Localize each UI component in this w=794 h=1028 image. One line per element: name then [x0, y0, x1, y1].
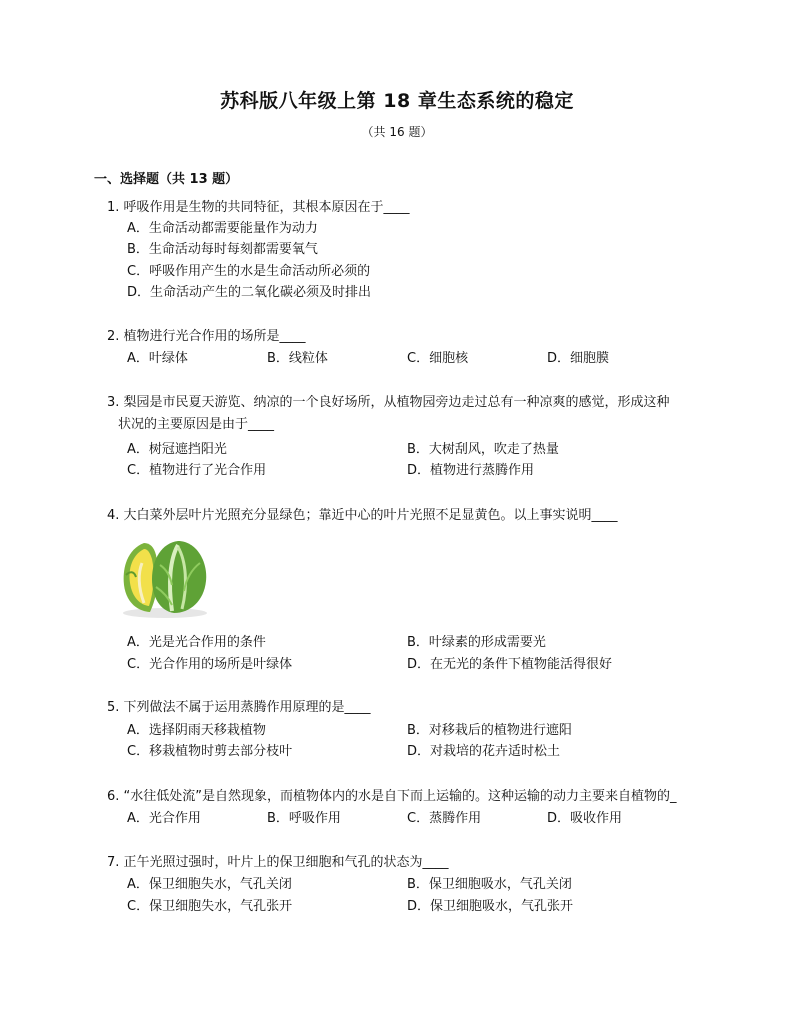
question-1-option-d: D．生命活动产生的二氧化碳必须及时排出	[127, 285, 372, 300]
question-6-option-a: A．光合作用	[127, 811, 201, 826]
green-cabbage	[152, 541, 206, 613]
question-6-option-c: C．蒸腾作用	[407, 811, 482, 826]
question-6-option-b: B．呼吸作用	[267, 811, 341, 826]
question-2-option-c: C．细胞核	[407, 351, 469, 366]
question-1-option-a: A．生命活动都需要能量作为动力	[127, 221, 318, 236]
question-4-option-d: D．在无光的条件下植物能活得很好	[407, 657, 613, 672]
question-7-stem: 7. 正午光照过强时，叶片上的保卫细胞和气孔的状态为____	[107, 855, 449, 870]
section-heading: 一、选择题（共 13 题）	[94, 172, 239, 187]
question-4-option-a: A．光是光合作用的条件	[127, 635, 266, 650]
question-5-option-d: D．对栽培的花卉适时松土	[407, 744, 561, 759]
question-7-option-b: B．保卫细胞吸水，气孔关闭	[407, 877, 572, 892]
question-6-option-d: D．吸收作用	[547, 811, 623, 826]
question-5-option-c: C．移栽植物时剪去部分枝叶	[127, 744, 293, 759]
question-5-option-a: A．选择阴雨天移栽植物	[127, 723, 266, 738]
question-7-option-c: C．保卫细胞失水，气孔张开	[127, 899, 293, 914]
question-4-option-c: C．光合作用的场所是叶绿体	[127, 657, 293, 672]
question-2-stem: 2. 植物进行光合作用的场所是____	[107, 329, 306, 344]
question-4-option-b: B．叶绿素的形成需要光	[407, 635, 546, 650]
question-5-stem: 5. 下列做法不属于运用蒸腾作用原理的是____	[107, 700, 371, 715]
question-2-option-d: D．细胞膜	[547, 351, 610, 366]
page-subtitle: （共 16 题）	[361, 125, 433, 139]
question-2-option-b: B．线粒体	[267, 351, 328, 366]
question-3-stem-continued: 状况的主要原因是由于____	[118, 417, 275, 432]
question-7-option-d: D．保卫细胞吸水，气孔张开	[407, 899, 574, 914]
cabbage-image	[120, 535, 210, 620]
question-1-stem: 1. 呼吸作用是生物的共同特征，其根本原因在于____	[107, 200, 410, 215]
page-title: 苏科版八年级上第 18 章生态系统的稳定	[220, 90, 574, 112]
question-1-option-b: B．生命活动每时每刻都需要氧气	[127, 242, 318, 257]
question-5-option-b: B．对移栽后的植物进行遮阳	[407, 723, 572, 738]
question-4-stem: 4. 大白菜外层叶片光照充分显绿色；靠近中心的叶片光照不足显黄色。以上事实说明____	[107, 508, 618, 523]
question-2-option-a: A．叶绿体	[127, 351, 188, 366]
question-3-option-c: C．植物进行了光合作用	[127, 463, 267, 478]
question-3-option-a: A．树冠遮挡阳光	[127, 442, 227, 457]
question-7-option-a: A．保卫细胞失水，气孔关闭	[127, 877, 292, 892]
question-3-option-b: B．大树刮风，吹走了热量	[407, 442, 559, 457]
question-6-stem: 6. “水往低处流”是自然现象，而植物体内的水是自下而上运输的。这种运输的动力主要来自植物的_	[107, 789, 677, 804]
question-1-option-c: C．呼吸作用产生的水是生命活动所必须的	[127, 264, 371, 279]
question-3-option-d: D．植物进行蒸腾作用	[407, 463, 535, 478]
question-3-stem: 3. 梨园是市民夏天游览、纳凉的一个良好场所，从植物园旁边走过总有一种凉爽的感觉，形成这种	[107, 395, 670, 410]
